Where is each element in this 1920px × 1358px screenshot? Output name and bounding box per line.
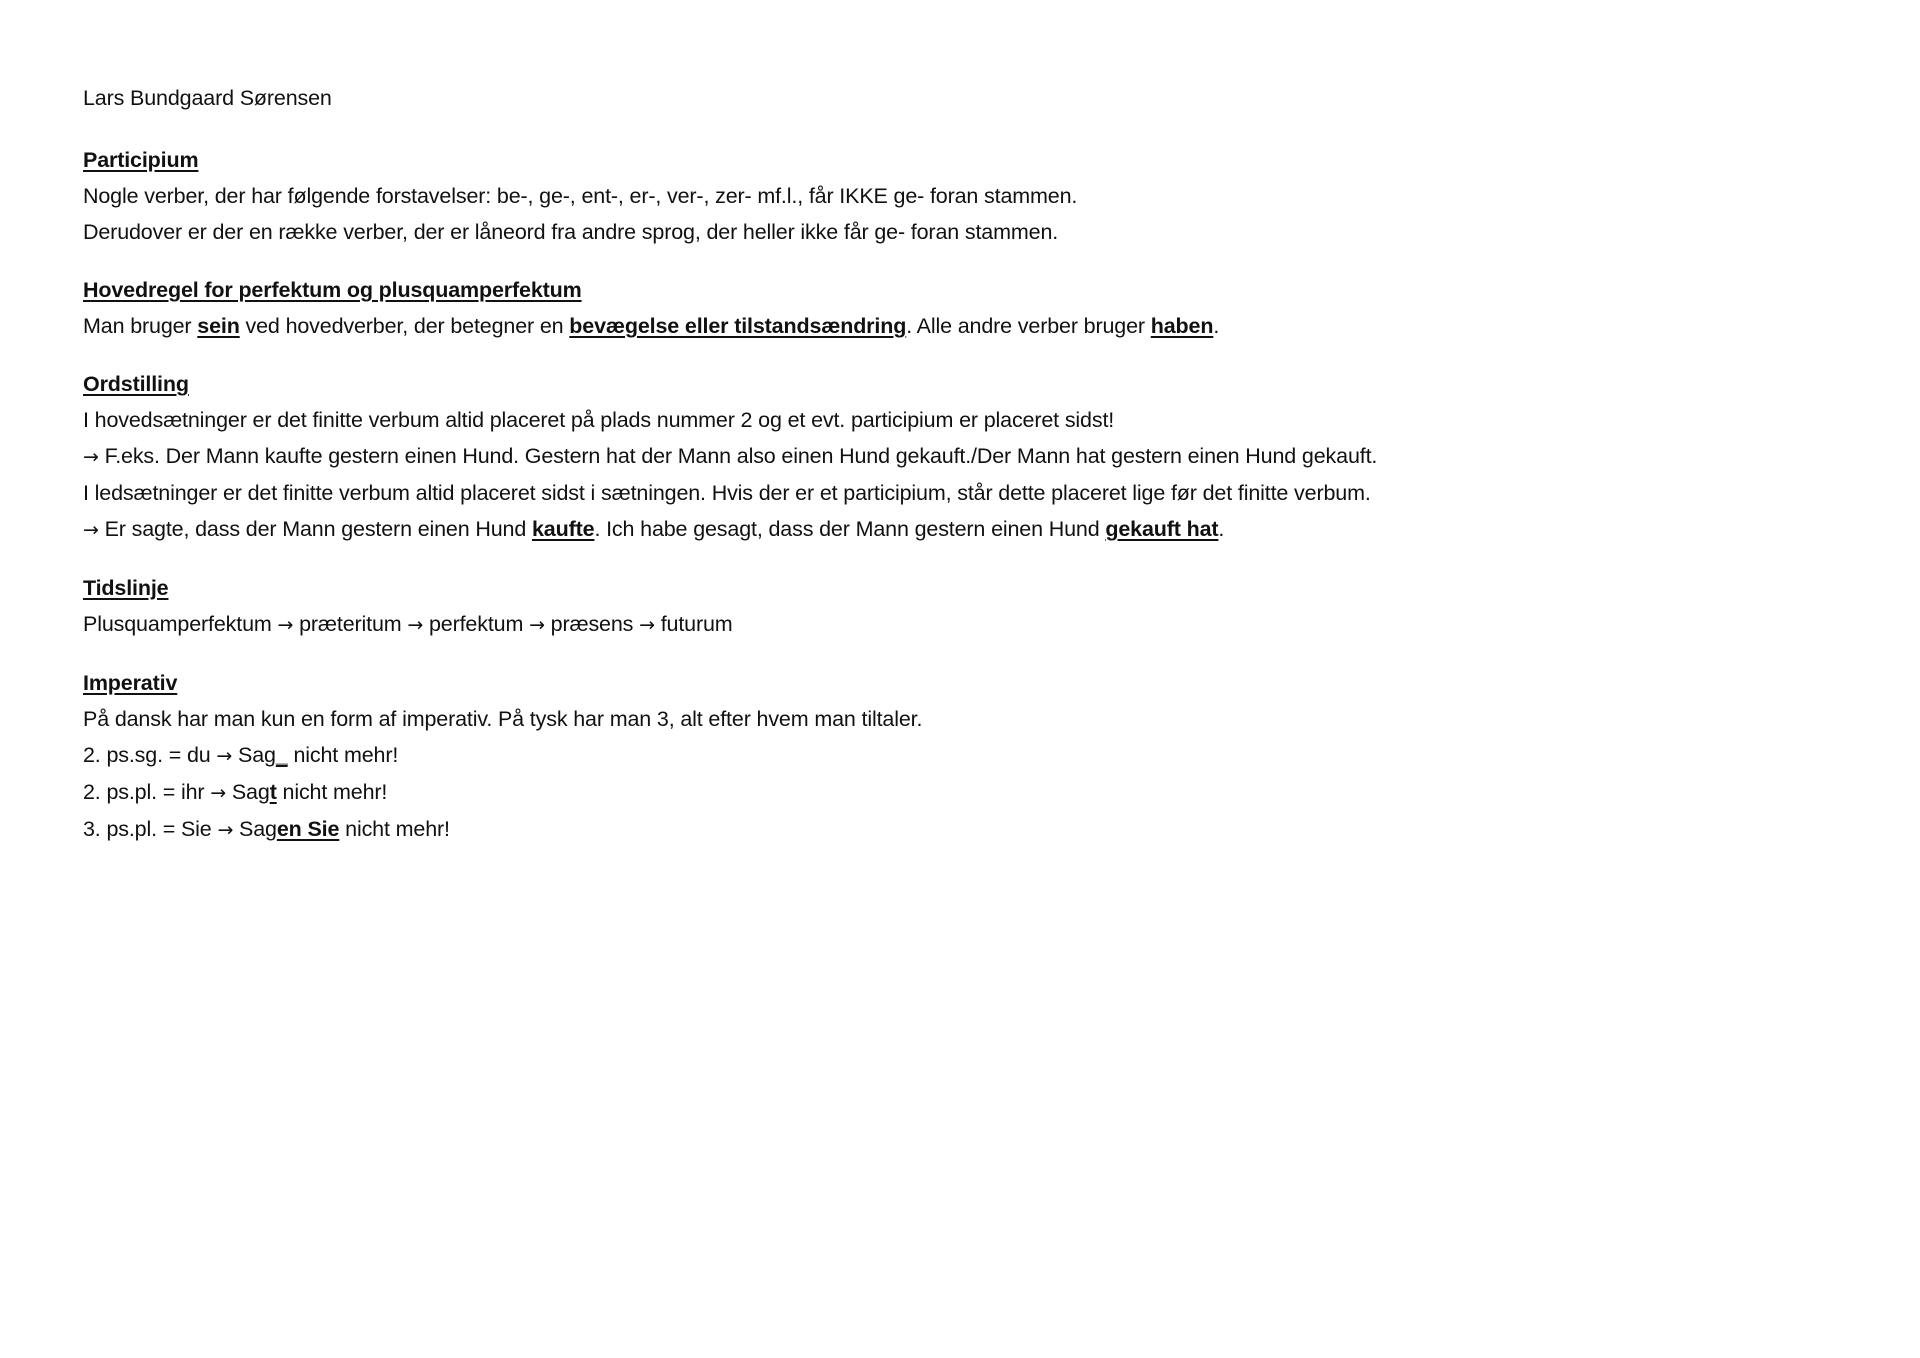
arrow-right-icon: → — [217, 819, 234, 841]
section-participium — [83, 142, 1863, 250]
imperativ-row-label: 3. ps.pl. = Sie — [83, 817, 218, 841]
arrow-right-icon: → — [83, 446, 99, 468]
section-hovedregel — [83, 272, 1863, 344]
hovedregel-emphasis-sein: sein — [197, 314, 240, 338]
imperativ-row-label: 2. ps.pl. = ihr — [83, 780, 211, 804]
imperativ-row-sie — [83, 811, 1863, 848]
hovedregel-emphasis-haben: haben — [1150, 314, 1214, 338]
arrow-right-icon: → — [277, 614, 294, 636]
ordstilling-example-2-text-3: . — [1218, 517, 1225, 541]
ordstilling-example-2-text-1: Er sagte, dass der Mann gestern einen Hund — [98, 517, 532, 541]
imperativ-ending: en Sie — [276, 817, 340, 841]
imperativ-line-1: På dansk har man kun en form af imperativ. På tysk har man 3, alt efter hvem man tiltaler. — [83, 707, 923, 731]
arrow-right-icon: → — [639, 614, 655, 636]
heading-participium: Participium — [83, 148, 199, 172]
ordstilling-example-1: F.eks. Der Mann kaufte gestern einen Hund. Gestern hat der Mann also einen Hund gekauft./Der Mann hat gestern einen Hund gekauft. — [98, 444, 1378, 468]
imperativ-rest: nicht mehr! — [276, 780, 388, 804]
document-page — [83, 80, 1863, 870]
ordstilling-line-1: I hovedsætninger er det finitte verbum altid placeret på plads nummer 2 og et evt. participium er placeret sidst! — [83, 408, 1115, 432]
imperativ-stem: Sag — [232, 743, 276, 767]
ordstilling-example-2-text-2: . Ich habe gesagt, dass der Mann gestern einen Hund — [594, 517, 1106, 541]
hovedregel-text-2: ved hovedverber, der betegner en — [239, 314, 570, 338]
tidslinje-item: futurum — [660, 612, 733, 636]
tidslinje-item: Plusquamperfektum — [83, 612, 272, 636]
ordstilling-line-4 — [83, 511, 1863, 548]
hovedregel-text-3: . Alle andre verber bruger — [906, 314, 1151, 338]
imperativ-row-ihr — [83, 774, 1863, 811]
imperativ-rest: nicht mehr! — [287, 743, 399, 767]
heading-ordstilling: Ordstilling — [83, 372, 189, 396]
hovedregel-line — [83, 308, 1863, 344]
imperativ-stem: Sag — [233, 817, 277, 841]
arrow-right-icon: → — [529, 614, 545, 636]
hovedregel-text-1: Man bruger — [83, 314, 198, 338]
section-tidslinje — [83, 570, 1863, 643]
arrow-right-icon: → — [210, 782, 227, 804]
participium-line-2: Derudover er der en række verber, der er låneord fra andre sprog, der heller ikke får ge- foran stammen. — [83, 220, 1059, 244]
imperativ-rest: nicht mehr! — [339, 817, 450, 841]
tidslinje-item: perfektum — [428, 612, 524, 636]
author-name: Lars Bundgaard Sørensen — [83, 86, 332, 110]
ordstilling-emphasis-gekauft-hat: gekauft hat — [1105, 517, 1219, 541]
imperativ-stem: Sag — [226, 780, 270, 804]
imperativ-ending: _ — [275, 743, 288, 767]
imperativ-ending: t — [269, 780, 277, 804]
heading-hovedregel: Hovedregel for perfektum og plusquamperfektum — [83, 278, 582, 302]
heading-tidslinje: Tidslinje — [83, 576, 169, 600]
section-ordstilling — [83, 366, 1863, 548]
tidslinje-line — [83, 606, 1863, 643]
arrow-right-icon: → — [407, 614, 424, 636]
hovedregel-emphasis-bevaegelse: bevægelse eller tilstandsændring — [569, 314, 907, 338]
tidslinje-item: præteritum — [299, 612, 402, 636]
tidslinje-item: præsens — [550, 612, 634, 636]
imperativ-row-du — [83, 737, 1863, 774]
hovedregel-text-4: . — [1213, 314, 1220, 338]
ordstilling-line-2 — [83, 438, 1863, 475]
heading-imperativ: Imperativ — [83, 671, 178, 695]
arrow-right-icon: → — [216, 745, 233, 767]
ordstilling-emphasis-kaufte: kaufte — [532, 517, 595, 541]
imperativ-row-label: 2. ps.sg. = du — [83, 743, 217, 767]
section-imperativ — [83, 665, 1863, 848]
ordstilling-line-3: I ledsætninger er det finitte verbum altid placeret sidst i sætningen. Hvis der er et participium, står dette placeret lige før det finitte verbum. — [83, 481, 1371, 505]
participium-line-1: Nogle verber, der har følgende forstavelser: be-, ge-, ent-, er-, ver-, zer- mf.l., får IKKE ge- foran stammen. — [83, 184, 1078, 208]
arrow-right-icon: → — [83, 519, 99, 541]
